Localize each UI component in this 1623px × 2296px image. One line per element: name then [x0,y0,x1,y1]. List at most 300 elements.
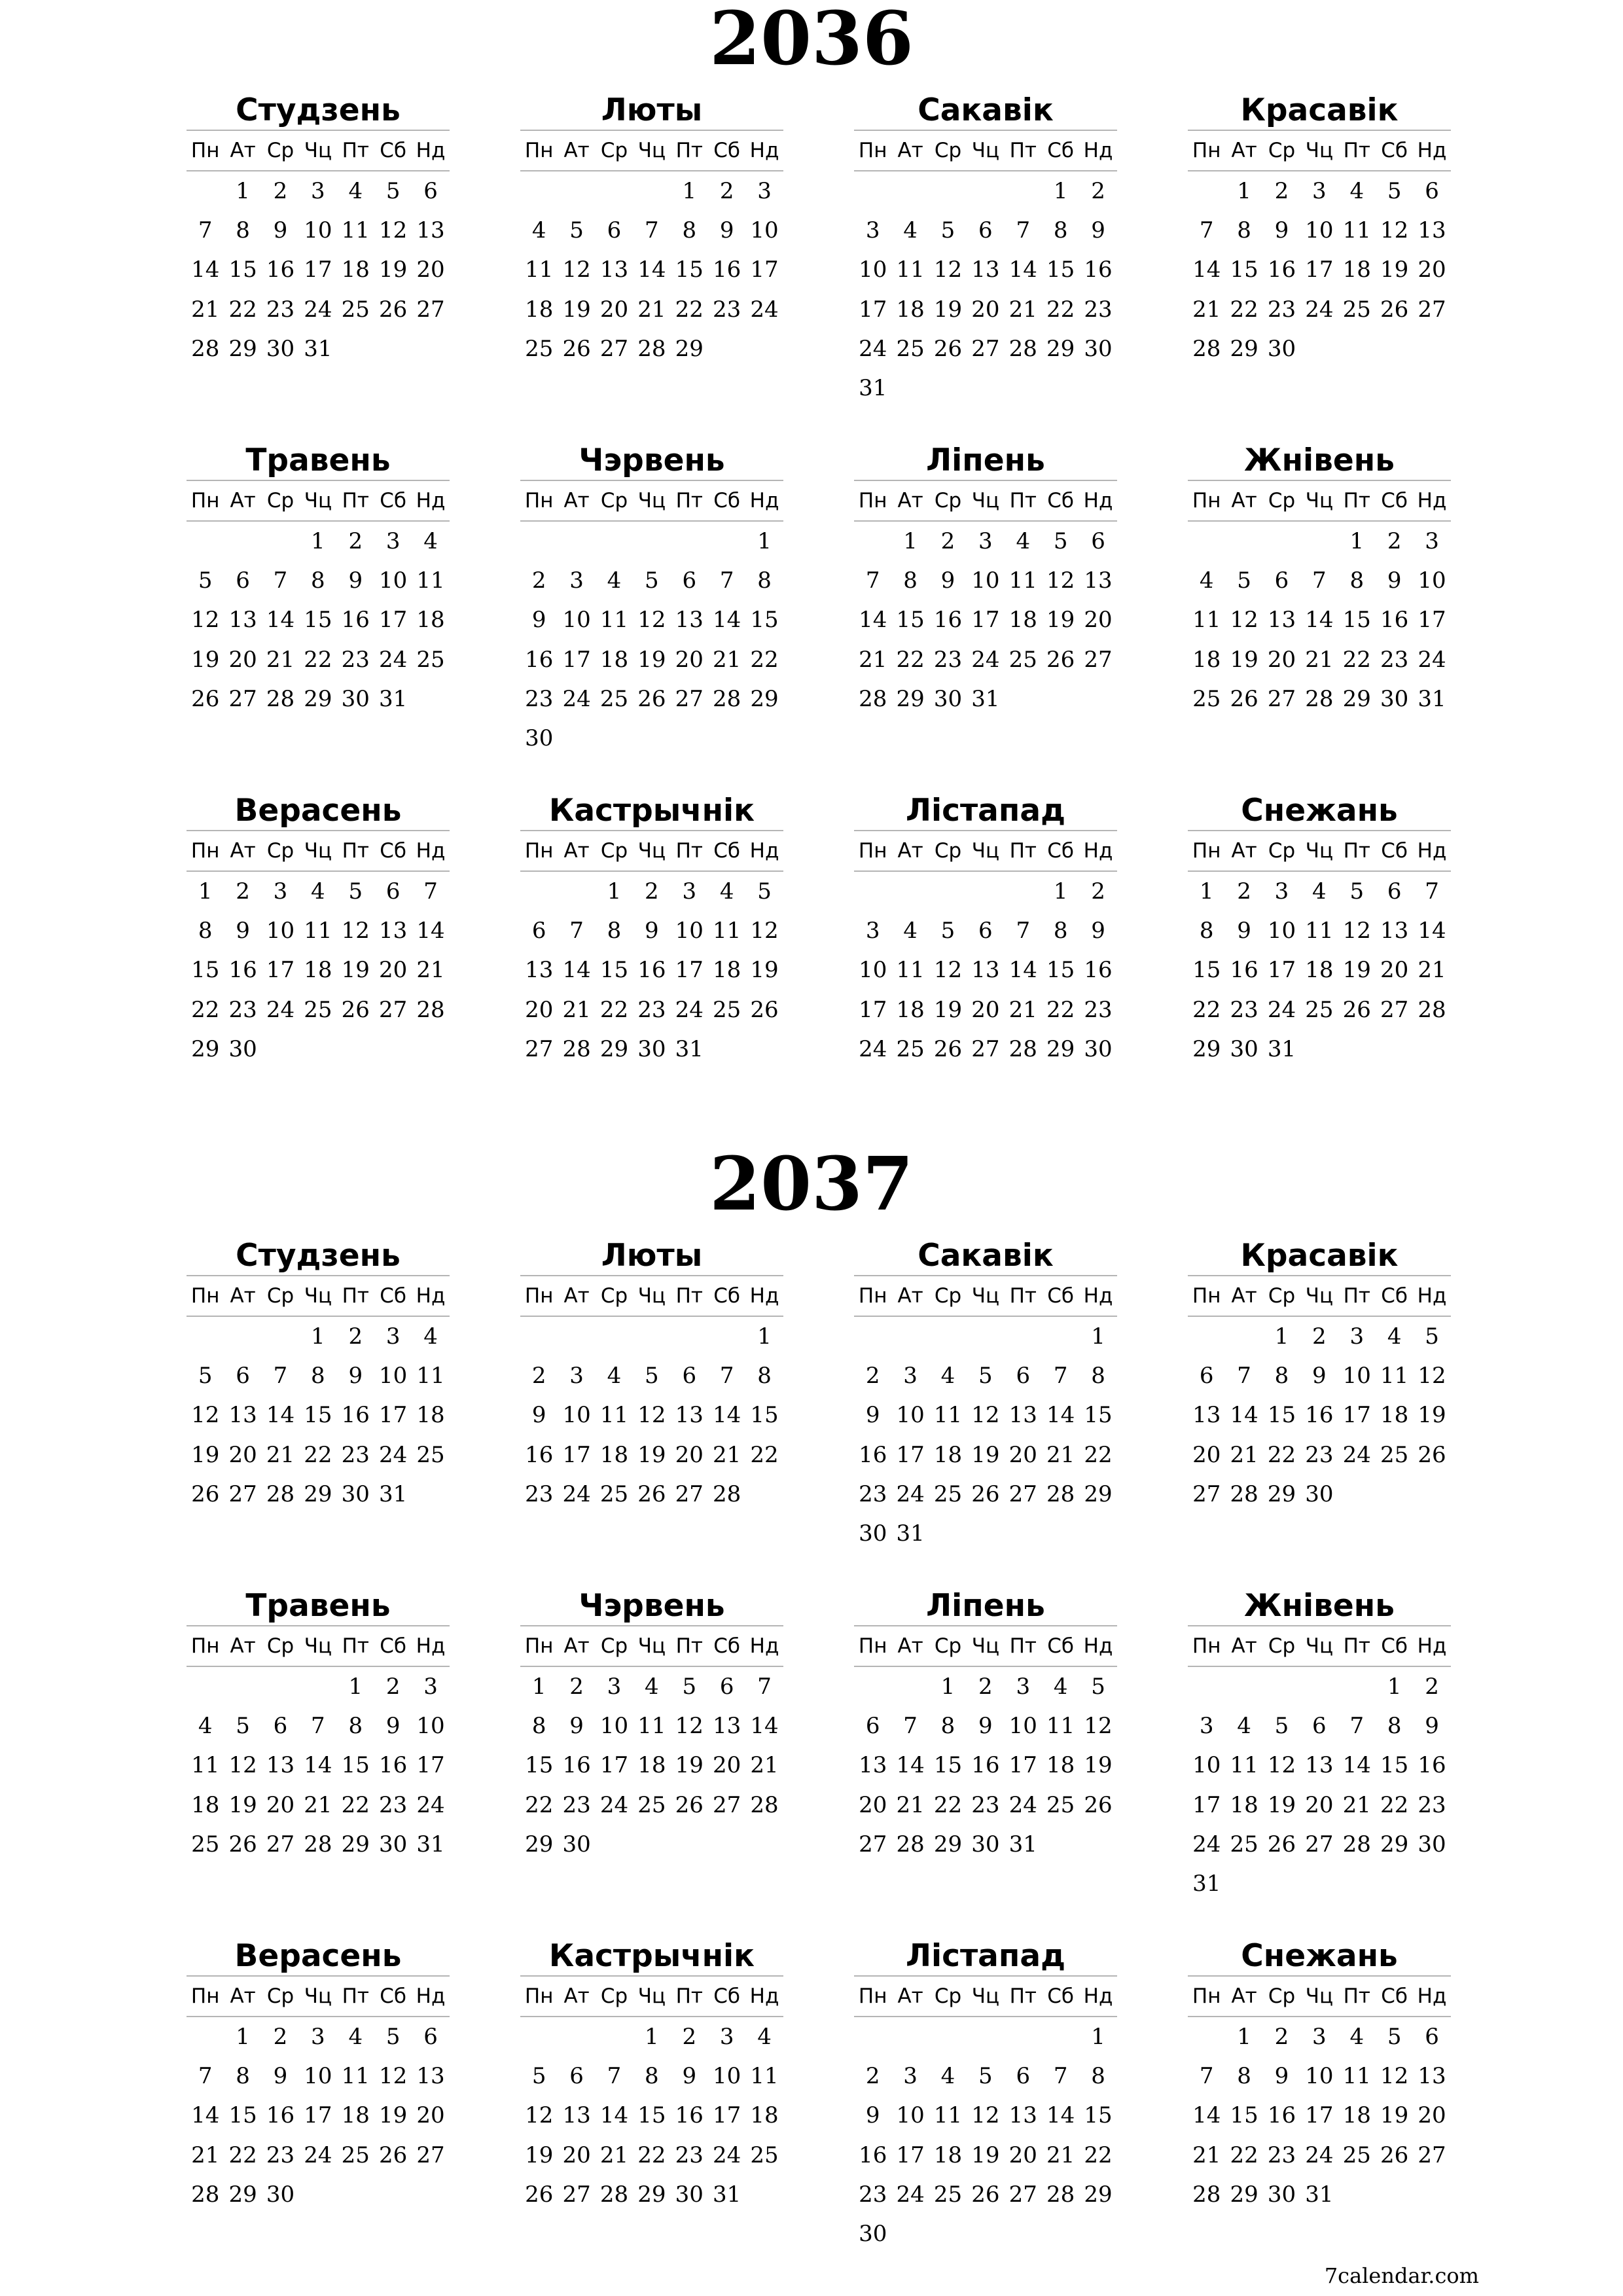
day-cell: 17 [713,2102,741,2129]
week-row [854,1030,1117,1069]
day-cell: 24 [266,996,295,1023]
day-cell: 19 [1046,607,1075,634]
week-row [854,1356,1117,1395]
weekday-label: Нд [1417,139,1447,162]
day-cell: 18 [750,2102,779,2129]
weekday-label: Чц [1305,139,1334,162]
day-cell: 25 [599,685,629,712]
day-cell: 8 [348,1713,363,1740]
week-row [187,329,450,368]
weekday-label: Ат [230,489,256,512]
day-cell: 29 [896,685,925,712]
day-cell: 10 [562,607,591,634]
day-cell: 19 [637,646,666,673]
weekday-label: Чц [637,139,666,162]
day-cell: 1 [757,528,772,555]
day-cell: 3 [423,1674,438,1700]
day-cell: 20 [1305,1791,1334,1818]
week-row [187,1667,450,1706]
day-cell: 3 [385,1323,401,1350]
weekday-header [187,481,450,522]
day-cell: 3 [1199,1713,1214,1740]
day-cell: 29 [525,1831,554,1857]
day-cell: 16 [1418,1752,1446,1779]
day-cell: 25 [933,1480,963,1507]
weekday-label: Нд [749,1634,779,1658]
weekday-label: Нд [749,489,779,512]
day-cell: 13 [1192,1402,1221,1429]
day-cell: 27 [713,1791,741,1818]
day-cell: 4 [1387,1323,1402,1350]
day-cell: 10 [713,2063,741,2090]
weekday-label: Пн [1192,1284,1221,1308]
day-cell: 2 [940,528,955,555]
day-cell: 21 [713,1441,741,1468]
day-cell: 7 [903,1713,918,1740]
week-row [854,329,1117,368]
day-cell: 30 [675,2181,704,2208]
weekday-label: Ат [897,1984,923,2008]
day-cell: 9 [940,567,955,594]
day-cell: 4 [1016,528,1031,555]
weekday-label: Пн [1192,1984,1221,2008]
day-cell: 19 [379,2102,408,2129]
weekday-label: Ат [1231,1984,1257,2008]
day-cell: 7 [1053,2063,1068,2090]
weekday-label: Пн [190,139,220,162]
day-cell: 16 [637,957,666,984]
weekday-label: Пн [858,839,887,863]
day-cell: 4 [1349,178,1364,205]
day-cell: 7 [1425,878,1439,905]
day-cell: 27 [1418,2142,1446,2168]
day-cell: 13 [1267,607,1296,634]
weekday-label: Чц [304,489,332,512]
month-name: Лістапад [854,792,1117,831]
day-cell: 15 [896,607,925,634]
day-cell: 24 [1008,1791,1037,1818]
month-block [187,1587,450,1864]
day-cell: 18 [341,2102,370,2129]
weekday-label: Сб [1047,1284,1075,1308]
weekday-label: Сб [1047,139,1075,162]
day-cell: 19 [1418,1402,1446,1429]
day-cell: 23 [525,685,554,712]
day-cell: 23 [562,1791,591,1818]
day-cell: 16 [1380,607,1409,634]
day-cell: 20 [675,1441,704,1468]
weekday-label: Ат [230,839,256,863]
day-cell: 27 [859,1831,887,1857]
weekday-label: Пт [1009,1984,1037,2008]
week-row [854,1825,1117,1864]
weekday-label: Пт [675,1634,703,1658]
day-cell: 24 [1342,1441,1371,1468]
day-cell: 16 [1305,1402,1334,1429]
week-row [1188,1435,1451,1475]
day-cell: 26 [1230,685,1258,712]
weekday-label: Пн [524,489,554,512]
week-row [854,211,1117,250]
month-block [187,1237,450,1514]
weekday-label: Сб [1381,839,1408,863]
day-cell: 6 [273,1713,288,1740]
week-row [187,1746,450,1785]
day-cell: 30 [1267,335,1296,362]
day-cell: 6 [385,878,401,905]
week-row [187,990,450,1030]
day-cell: 10 [304,2063,332,2090]
day-cell: 22 [1084,1441,1113,1468]
day-cell: 2 [348,528,363,555]
day-cell: 22 [1084,2142,1113,2168]
day-cell: 28 [266,1480,295,1507]
day-cell: 19 [191,646,220,673]
day-cell: 10 [562,1402,591,1429]
day-cell: 17 [750,257,779,283]
weekday-label: Пн [190,1284,220,1308]
day-cell: 23 [1267,296,1296,323]
day-cell: 27 [675,1480,704,1507]
week-row [187,1395,450,1435]
day-cell: 28 [266,685,295,712]
day-cell: 17 [379,607,408,634]
month-block [520,1937,783,2214]
day-cell: 24 [1418,646,1446,673]
day-cell: 8 [1091,2063,1105,2090]
day-cell: 3 [865,217,880,244]
day-cell: 31 [1305,2181,1334,2208]
week-row [520,329,783,368]
day-cell: 31 [379,685,408,712]
weekday-label: Ср [266,839,294,863]
week-row [854,1395,1117,1435]
weekday-header [854,1276,1117,1317]
day-cell: 22 [599,996,629,1023]
day-cell: 5 [1274,1713,1289,1740]
day-cell: 16 [525,646,554,673]
week-row [187,250,450,289]
month-name: Кастрычнік [520,1937,783,1977]
day-cell: 29 [304,685,332,712]
day-cell: 5 [1387,2024,1402,2051]
day-cell: 17 [379,1402,408,1429]
day-cell: 14 [416,918,445,944]
day-cell: 29 [1192,1035,1221,1062]
day-cell: 30 [971,1831,1000,1857]
day-cell: 27 [525,1035,554,1062]
month-name: Снежань [1188,792,1451,831]
day-cell: 5 [978,2063,993,2090]
weekday-label: Ат [230,1634,256,1658]
weekday-label: Ат [563,489,590,512]
week-row [854,290,1117,329]
day-cell: 21 [1230,1441,1258,1468]
day-cell: 28 [713,685,741,712]
day-cell: 26 [933,335,963,362]
day-cell: 16 [379,1752,408,1779]
day-cell: 24 [304,2142,332,2168]
day-cell: 3 [865,918,880,944]
day-cell: 12 [228,1752,257,1779]
day-cell: 21 [1305,646,1334,673]
week-row [854,2017,1117,2056]
weekday-label: Нд [416,1634,446,1658]
day-cell: 15 [599,957,629,984]
day-cell: 16 [1267,257,1296,283]
day-cell: 30 [1084,1035,1113,1062]
day-cell: 27 [379,996,408,1023]
day-cell: 28 [1418,996,1446,1023]
week-row [854,872,1117,911]
weekday-label: Сб [713,139,741,162]
day-cell: 30 [1267,2181,1296,2208]
day-cell: 5 [198,567,213,594]
weekday-label: Ср [266,1634,294,1658]
day-cell: 11 [191,1752,220,1779]
week-row [520,1317,783,1356]
weekday-label: Сб [1381,1634,1408,1658]
month-block [520,92,783,368]
day-cell: 5 [978,1363,993,1390]
day-cell: 13 [1008,1402,1037,1429]
week-row [854,171,1117,211]
week-row [520,2056,783,2096]
day-cell: 17 [1305,257,1334,283]
week-row [520,171,783,211]
week-row [187,640,450,679]
weekday-label: Пн [190,489,220,512]
day-cell: 26 [1084,1791,1113,1818]
day-cell: 24 [1305,2142,1334,2168]
day-cell: 15 [191,957,220,984]
day-cell: 21 [1342,1791,1371,1818]
day-cell: 10 [859,957,887,984]
day-cell: 2 [1312,1323,1327,1350]
day-cell: 3 [1425,528,1439,555]
day-cell: 6 [1016,1363,1031,1390]
day-cell: 18 [933,1441,963,1468]
day-cell: 28 [304,1831,332,1857]
weekday-label: Чц [1305,489,1334,512]
week-row [187,600,450,639]
day-cell: 13 [416,217,445,244]
week-row [187,911,450,950]
weekday-label: Сб [1381,139,1408,162]
day-cell: 27 [1192,1480,1221,1507]
day-cell: 21 [416,957,445,984]
day-cell: 17 [859,996,887,1023]
month-block [520,1237,783,1514]
day-cell: 12 [637,1402,666,1429]
day-cell: 25 [1230,1831,1258,1857]
weekday-label: Чц [971,1284,1000,1308]
day-cell: 21 [1192,296,1221,323]
day-cell: 7 [1053,1363,1068,1390]
day-cell: 10 [1305,217,1334,244]
day-cell: 30 [1305,1480,1334,1507]
day-cell: 12 [379,2063,408,2090]
day-cell: 15 [675,257,704,283]
week-row [520,911,783,950]
weekday-label: Пт [1009,489,1037,512]
day-cell: 21 [1192,2142,1221,2168]
weekday-label: Нд [416,489,446,512]
weekday-label: Чц [304,139,332,162]
day-cell: 15 [750,1402,779,1429]
week-row [854,1514,1117,1553]
day-cell: 29 [341,1831,370,1857]
day-cell: 7 [865,567,880,594]
day-cell: 21 [191,296,220,323]
week-row [187,950,450,990]
day-cell: 4 [645,1674,659,1700]
day-cell: 25 [896,335,925,362]
weekday-header [1188,1626,1451,1667]
week-row [520,950,783,990]
day-cell: 12 [1084,1713,1113,1740]
day-cell: 20 [1418,257,1446,283]
month-block [1188,1587,1451,1903]
day-cell: 25 [637,1791,666,1818]
day-cell: 7 [1016,918,1031,944]
day-cell: 27 [971,335,1000,362]
weekday-label: Пт [342,489,369,512]
day-cell: 29 [750,685,779,712]
day-cell: 25 [1192,685,1221,712]
day-cell: 13 [228,1402,257,1429]
day-cell: 7 [1237,1363,1251,1390]
day-cell: 1 [531,1674,546,1700]
weekday-label: Пн [524,139,554,162]
day-cell: 19 [562,296,591,323]
day-cell: 13 [562,2102,591,2129]
week-row [520,561,783,600]
day-cell: 27 [1305,1831,1334,1857]
day-cell: 4 [940,2063,955,2090]
weekday-label: Ср [600,489,628,512]
day-cell: 25 [750,2142,779,2168]
day-cell: 25 [1046,1791,1075,1818]
weekday-header [1188,131,1451,171]
day-cell: 22 [750,1441,779,1468]
day-cell: 1 [1274,1323,1289,1350]
month-name: Люты [520,92,783,131]
day-cell: 27 [1008,2181,1037,2208]
day-cell: 28 [1008,1035,1037,1062]
day-cell: 6 [1274,567,1289,594]
day-cell: 17 [971,607,1000,634]
day-cell: 7 [1199,2063,1214,2090]
weekday-label: Сб [380,1984,407,2008]
day-cell: 3 [757,178,772,205]
day-cell: 29 [191,1035,220,1062]
week-row [520,1667,783,1706]
day-cell: 24 [304,296,332,323]
day-cell: 22 [1342,646,1371,673]
day-cell: 1 [1091,2024,1105,2051]
day-cell: 17 [1192,1791,1221,1818]
day-cell: 1 [1349,528,1364,555]
day-cell: 15 [1046,957,1075,984]
day-cell: 11 [525,257,554,283]
day-cell: 28 [1192,335,1221,362]
day-cell: 11 [637,1713,666,1740]
day-cell: 13 [675,1402,704,1429]
day-cell: 7 [423,878,438,905]
weekday-label: Пт [1343,1634,1370,1658]
week-row [1188,250,1451,289]
weekday-label: Ат [230,1984,256,2008]
day-cell: 17 [1267,957,1296,984]
day-cell: 17 [304,2102,332,2129]
day-cell: 8 [607,918,622,944]
month-block [854,792,1117,1069]
day-cell: 7 [1312,567,1327,594]
weekday-label: Ср [600,1284,628,1308]
weekday-label: Сб [380,489,407,512]
day-cell: 6 [719,1674,734,1700]
weekday-label: Чц [1305,839,1334,863]
week-row [520,522,783,561]
day-cell: 24 [562,685,591,712]
day-cell: 23 [1305,1441,1334,1468]
weekday-header [1188,831,1451,872]
day-cell: 17 [1342,1402,1371,1429]
day-cell: 26 [341,996,370,1023]
week-row [187,1475,450,1514]
day-cell: 8 [1053,918,1068,944]
week-row [520,1746,783,1785]
day-cell: 5 [1425,1323,1439,1350]
week-row [1188,600,1451,639]
day-cell: 8 [531,1713,546,1740]
footer-credit: 7calendar.com [1324,2263,1479,2288]
day-cell: 17 [1008,1752,1037,1779]
weekday-label: Нд [1417,1984,1447,2008]
day-cell: 29 [228,335,257,362]
day-cell: 17 [896,1441,925,1468]
day-cell: 14 [713,607,741,634]
day-cell: 19 [637,1441,666,1468]
weekday-label: Пт [1009,839,1037,863]
day-cell: 22 [896,646,925,673]
month-name: Травень [187,1587,450,1626]
weekday-label: Сб [1047,1634,1075,1658]
weekday-label: Ср [1268,1284,1296,1308]
week-row [854,522,1117,561]
day-cell: 18 [713,957,741,984]
day-cell: 28 [599,2181,629,2208]
day-cell: 11 [1305,918,1334,944]
day-cell: 19 [971,1441,1000,1468]
day-cell: 29 [1046,1035,1075,1062]
weekday-label: Ср [934,139,962,162]
day-cell: 6 [1425,2024,1439,2051]
day-cell: 10 [266,918,295,944]
day-cell: 29 [599,1035,629,1062]
weekday-label: Ср [600,1634,628,1658]
weekday-header [1188,481,1451,522]
day-cell: 31 [1418,685,1446,712]
day-cell: 14 [896,1752,925,1779]
day-cell: 10 [416,1713,445,1740]
weekday-label: Пт [675,1284,703,1308]
weekday-label: Сб [1381,1984,1408,2008]
day-cell: 10 [1418,567,1446,594]
day-cell: 18 [637,1752,666,1779]
day-cell: 7 [757,1674,772,1700]
